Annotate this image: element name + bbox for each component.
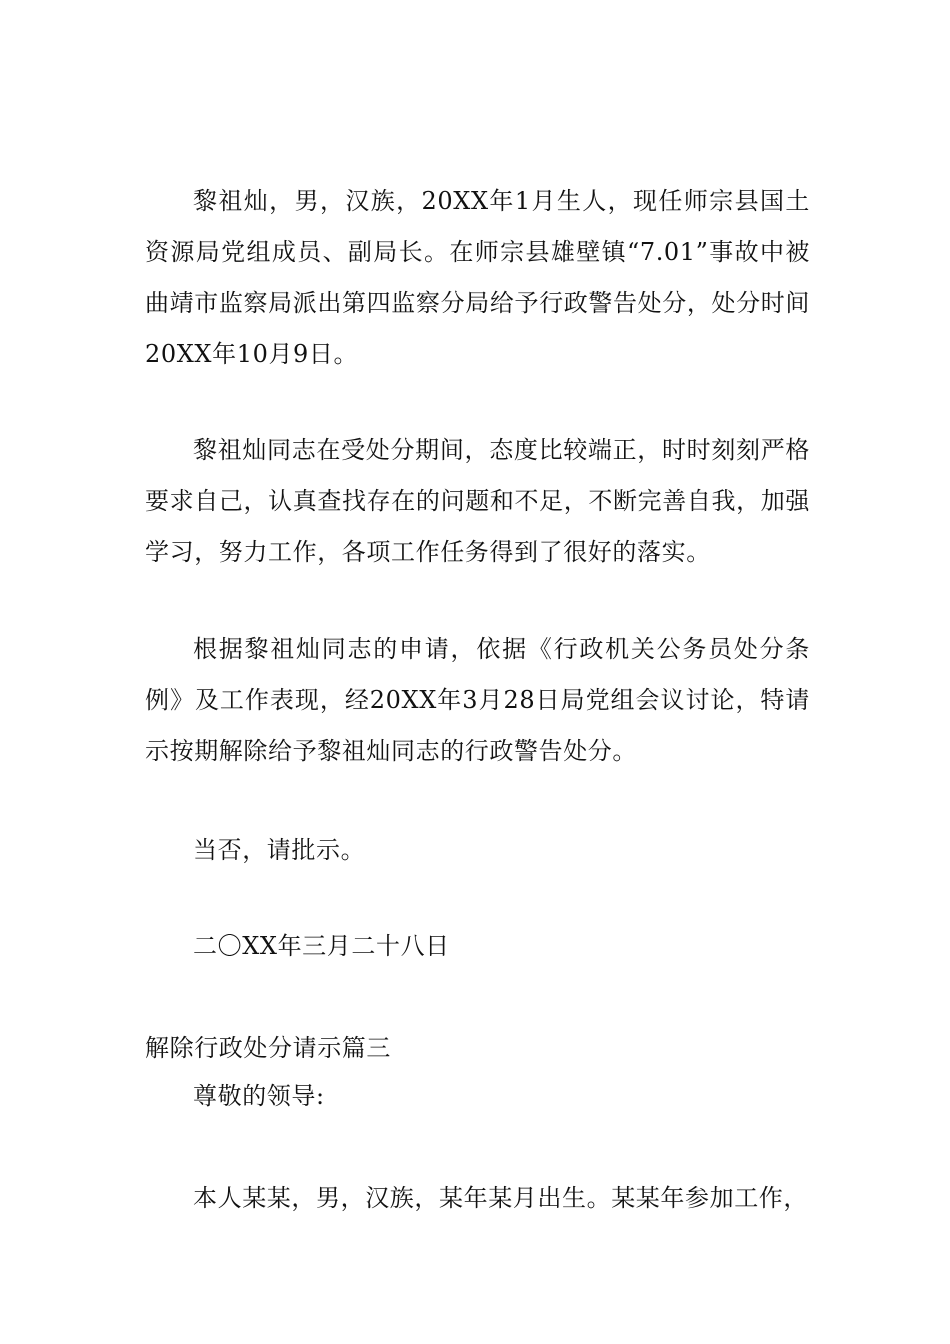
paragraph-approval: 当否，请批示。 bbox=[193, 836, 366, 864]
paragraph-request: 根据黎祖灿同志的申请，依据《行政机关公务员处分条例》及工作表现，经20XX年3月28日局党组会议讨论，特请示按期解除给予黎祖灿同志的行政警告处分。 bbox=[145, 635, 810, 765]
paragraph-personal-info: 黎祖灿，男，汉族，20XX年1月生人，现任师宗县国土资源局党组成员、副局长。在师宗县雄壁镇“7.01”事故中被曲靖市监察局派出第四监察分局给予行政警告处分，处分时间20XX年10月9日。 bbox=[145, 187, 810, 368]
document-date: 二〇XX年三月二十八日 bbox=[193, 932, 450, 960]
section-title: 解除行政处分请示篇三 bbox=[145, 1034, 391, 1062]
paragraph-self-intro: 本人某某，男，汉族，某年某月出生。某某年参加工作， bbox=[193, 1184, 808, 1212]
salutation: 尊敬的领导: bbox=[193, 1082, 325, 1110]
paragraph-conduct: 黎祖灿同志在受处分期间，态度比较端正，时时刻刻严格要求自己，认真查找存在的问题和不足，不断完善自我，加强学习，努力工作，各项工作任务得到了很好的落实。 bbox=[145, 436, 810, 566]
